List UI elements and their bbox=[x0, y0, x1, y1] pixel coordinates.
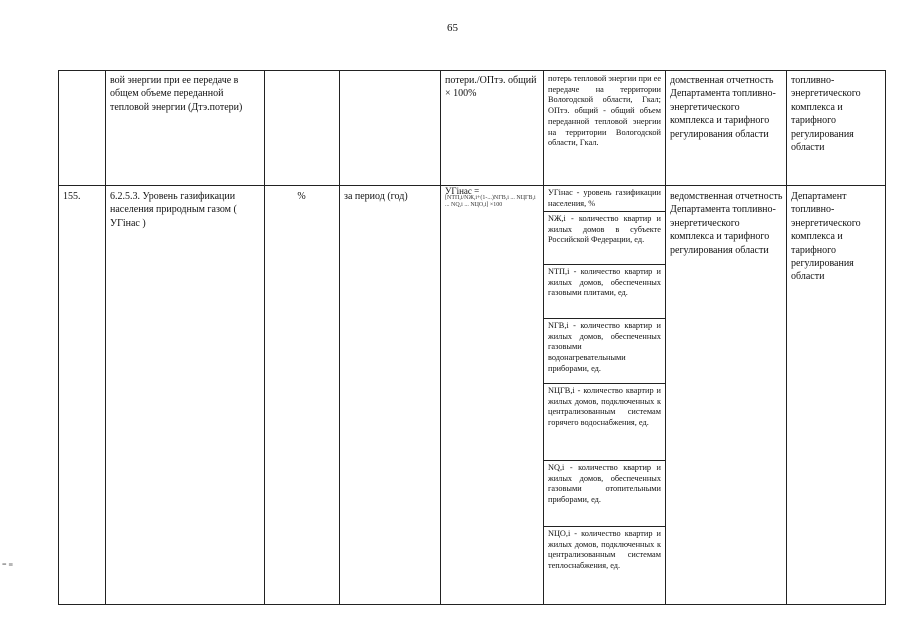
variable-def: NЦГВ,i - количество квартир и жилых домов, подключенных к централизованным системам горячего водоснабжения, ед. bbox=[548, 386, 661, 428]
period: за период (год) bbox=[344, 191, 408, 202]
cont-variables: потерь тепловой энергии при ее передаче на территории Вологодской области, Гкал; ОПтэ. общий - общий объем переданной тепловой энергии на территории Вологодской области, Гкал. bbox=[548, 74, 661, 148]
col-divider bbox=[105, 70, 106, 605]
table-border-bottom bbox=[58, 604, 886, 605]
subcell-divider bbox=[543, 318, 665, 319]
col-divider bbox=[440, 70, 441, 605]
col-divider bbox=[665, 70, 666, 605]
variable-def: УГiнас - уровень газификации населения, % bbox=[548, 188, 661, 208]
responsible-body: Департамент топливно-энергетического комплекса и тарифного регулирования области bbox=[791, 191, 861, 283]
col-divider bbox=[264, 70, 265, 605]
variable-def: NГВ,i - количество квартир и жилых домов, обеспеченных газовыми водонагревательными приборами, ед. bbox=[548, 321, 661, 373]
cont-indicator-name: вой энергии при ее передаче в общем объеме переданной тепловой энергии (Дтэ.потери) bbox=[110, 75, 243, 113]
variable-def: NТП,i - количество квартир и жилых домов, обеспеченных газовыми плитами, ед. bbox=[548, 267, 661, 298]
subcell-divider bbox=[543, 264, 665, 265]
margin-marks: = ≡ bbox=[2, 560, 14, 569]
variable-def: NQ,i - количество квартир и жилых домов, обеспеченных газовыми отопительными приборами, ед. bbox=[548, 463, 661, 505]
table-border-top bbox=[58, 70, 886, 71]
subcell-divider bbox=[543, 211, 665, 212]
formula-detail: [NТП,i/NЖ,i+(1-...)NГВ,i ... NЦГВ,i ... NQ,i ... NЦО,i] ×100 bbox=[445, 195, 536, 208]
col-divider bbox=[543, 70, 544, 605]
cont-responsible: топливно-энергетического комплекса и тарифного регулирования области bbox=[791, 75, 861, 154]
page-number: 65 bbox=[447, 22, 458, 34]
formula-main: УГiнас = bbox=[445, 186, 480, 196]
subcell-divider bbox=[543, 526, 665, 527]
unit: % bbox=[297, 191, 306, 202]
row-number: 155. bbox=[63, 191, 81, 202]
data-source: ведомственная отчетность Департамента топливно-энергетического комплекса и тарифного регулирования области bbox=[670, 191, 783, 256]
indicator-name: 6.2.5.3. Уровень газификации населения природным газом ( УГiнас ) bbox=[110, 191, 237, 229]
subcell-divider bbox=[543, 460, 665, 461]
formula bbox=[445, 188, 539, 209]
table-border-right bbox=[885, 70, 886, 605]
cont-source: домственная отчетность Департамента топливно-энергетического комплекса и тарифного регулирования области bbox=[670, 75, 776, 140]
col-divider bbox=[339, 70, 340, 605]
cont-formula: потери./ОПтэ. общий × 100% bbox=[445, 75, 537, 100]
subcell-divider bbox=[543, 383, 665, 384]
variable-def: NЖ,i - количество квартир и жилых домов в субъекте Российской Федерации, ед. bbox=[548, 214, 661, 245]
col-divider bbox=[786, 70, 787, 605]
table-border-left bbox=[58, 70, 59, 605]
variable-def: NЦО,i - количество квартир и жилых домов, подключенных к централизованным системам теплоснабжения, ед. bbox=[548, 529, 661, 571]
